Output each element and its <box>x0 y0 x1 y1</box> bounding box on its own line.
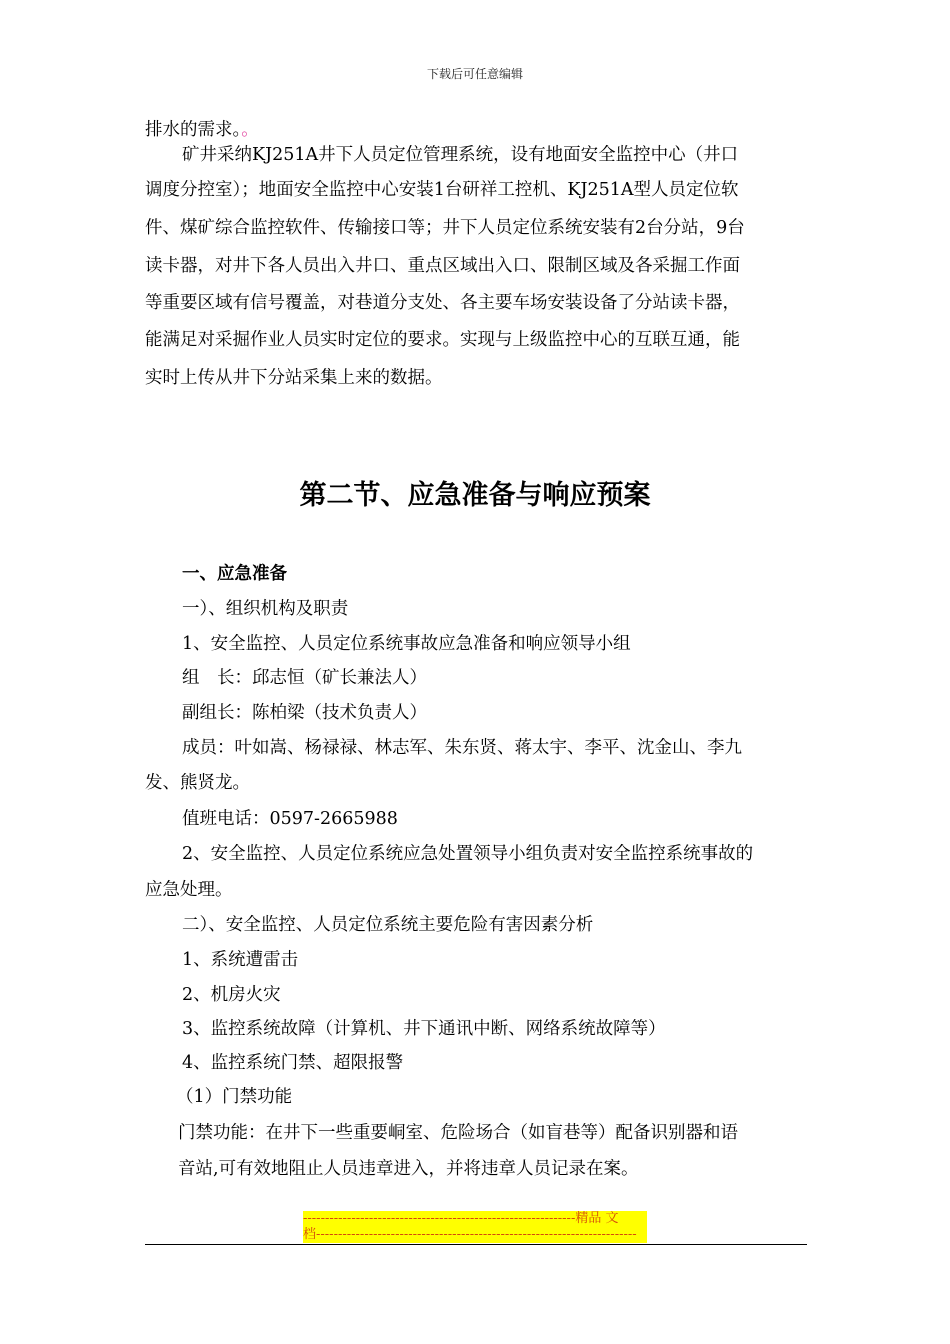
section-heading: 第二节、应急准备与响应预案 <box>299 480 651 511</box>
footer-line: --------------------------------------------------------------精品 文 <box>303 1211 647 1227</box>
phone-line: 值班电话：0597-2665988 <box>182 809 398 829</box>
deputy-line: 副组长：陈柏梁（技术负责人） <box>182 703 427 723</box>
paragraph-line: 门禁功能：在井下一些重要峒室、危险场合（如盲巷等）配备识别器和语 <box>178 1123 738 1143</box>
list-item: 1、安全监控、人员定位系统事故应急准备和响应领导小组 <box>182 634 631 654</box>
risk-item: 3、监控系统故障（计算机、井下通讯中断、网络系统故障等） <box>182 1019 666 1039</box>
paragraph-line: 矿井采纳KJ251A井下人员定位管理系统，设有地面安全监控中心（井口 <box>182 145 739 165</box>
members-line: 成员：叶如嵩、杨禄禄、林志军、朱东贤、蒋太宇、李平、沈金山、李九 <box>182 738 742 758</box>
list-item: 2、安全监控、人员定位系统应急处置领导小组负责对安全监控系统事故的 <box>182 844 754 864</box>
paragraph-line: 音站,可有效地阻止人员违章进入，并将违章人员记录在案。 <box>178 1159 639 1179</box>
list-item: 应急处理。 <box>145 880 233 900</box>
page-header: 下载后可任意编辑 <box>426 67 523 81</box>
paragraph-line: 能满足对采掘作业人员实时定位的要求。实现与上级监控中心的互联互通，能 <box>145 330 740 350</box>
risk-item: 4、监控系统门禁、超限报警 <box>182 1053 404 1073</box>
paragraph-line: 调度分控室）；地面安全监控中心安装1台研祥工控机、KJ251A型人员定位软 <box>145 180 739 200</box>
subsection-title: 一）、组织机构及职责 <box>182 599 349 619</box>
paragraph-line: 件、煤矿综合监控软件、传输接口等；井下人员定位系统安装有2台分站，9台 <box>145 218 745 238</box>
paragraph-line: 实时上传从井下分站采集上来的数据。 <box>145 368 443 388</box>
subsection-heading: 一、应急准备 <box>182 564 287 584</box>
subsection-title: （1）门禁功能 <box>176 1087 293 1107</box>
risk-item: 1、系统遭雷击 <box>182 950 299 970</box>
paragraph-line <box>145 118 810 142</box>
footer-line: 档------------------------------------------------------------------------- <box>303 1227 647 1243</box>
subsection-title: 二）、安全监控、人员定位系统主要危险有害因素分析 <box>182 915 594 935</box>
leader-line: 组 长：邱志恒（矿长兼法人） <box>182 668 427 688</box>
paragraph-line: 读卡器，对井下各人员出入井口、重点区域出入口、限制区域及各采掘工作面 <box>145 256 740 276</box>
members-line: 发、熊贤龙。 <box>145 773 250 793</box>
stray-mark: 。 <box>241 120 259 140</box>
footer-rule <box>145 1244 807 1245</box>
paragraph-line: 等重要区域有信号覆盖，对巷道分支处、各主要车场安装设备了分站读卡器， <box>145 293 740 313</box>
paragraph-text: 排水的需求。 <box>145 120 242 140</box>
risk-item: 2、机房火灾 <box>182 985 281 1005</box>
